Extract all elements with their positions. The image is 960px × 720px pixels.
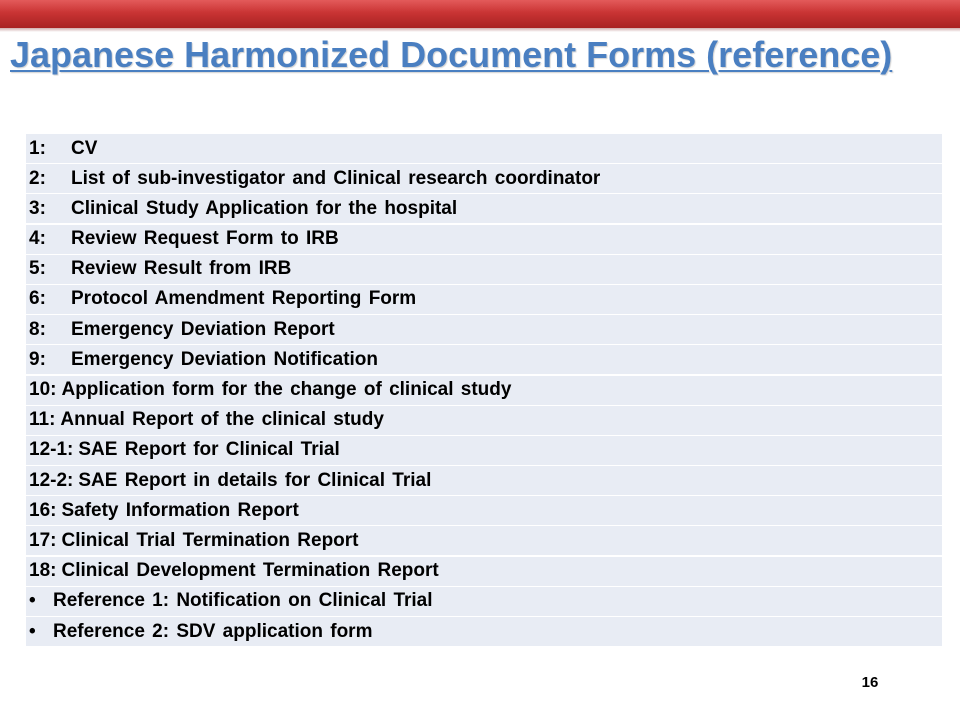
- form-number: 10:: [29, 379, 57, 400]
- list-item: [26, 376, 942, 405]
- reference-item: [26, 617, 942, 646]
- form-number: 1:: [29, 137, 46, 159]
- form-title: SAE Report for Clinical Trial: [78, 439, 340, 461]
- list-item: [26, 315, 942, 344]
- form-title: Review Request Form to IRB: [71, 228, 339, 250]
- list-item: [26, 406, 942, 435]
- slide-title: Japanese Harmonized Document Forms (reference): [10, 34, 893, 75]
- form-title: Safety Information Report: [61, 499, 299, 521]
- form-title: Review Result from IRB: [71, 258, 292, 280]
- form-title: Clinical Study Application for the hospital: [71, 197, 458, 219]
- form-number: 16:: [29, 499, 57, 521]
- bullet-icon: •: [29, 620, 36, 642]
- page-number: 16: [861, 674, 879, 691]
- form-number: 17:: [29, 529, 57, 551]
- form-number: 2:: [29, 167, 46, 189]
- header-accent-bar: [0, 0, 960, 28]
- list-item: [26, 194, 942, 223]
- form-title: Annual Report of the clinical study: [60, 409, 384, 431]
- list-item: [26, 436, 942, 465]
- list-item: [26, 496, 942, 525]
- form-title: Emergency Deviation Notification: [71, 348, 379, 370]
- form-number: 12-2:: [29, 469, 74, 491]
- form-title: CV: [71, 137, 98, 159]
- reference-title: Reference 1: Notification on Clinical Trial: [53, 590, 433, 612]
- form-number: 11:: [29, 409, 56, 431]
- form-title: Protocol Amendment Reporting Form: [71, 288, 417, 310]
- form-title: Clinical Development Termination Report: [61, 560, 439, 582]
- form-title: Clinical Trial Termination Report: [61, 529, 359, 551]
- form-number: 8:: [29, 318, 46, 340]
- list-item: [26, 285, 942, 314]
- form-number: 3:: [29, 197, 46, 219]
- list-item: [26, 345, 942, 374]
- form-number: 4:: [29, 228, 46, 250]
- form-title: SAE Report in details for Clinical Trial: [78, 469, 432, 491]
- form-number: 18:: [29, 560, 57, 582]
- reference-item: [26, 587, 942, 616]
- form-number: 6:: [29, 288, 46, 310]
- list-item: [26, 164, 942, 193]
- form-number: 9:: [29, 348, 46, 370]
- list-item: [26, 225, 942, 254]
- form-title: List of sub-investigator and Clinical research coordinator: [71, 167, 601, 189]
- form-title: Application form for the change of clinical study: [61, 379, 512, 400]
- reference-title: Reference 2: SDV application form: [53, 620, 373, 642]
- list-item: [26, 557, 942, 586]
- form-title: Emergency Deviation Report: [71, 318, 335, 340]
- form-number: 12-1:: [29, 439, 74, 461]
- list-item: [26, 526, 942, 555]
- list-item: [26, 134, 942, 163]
- forms-list: [26, 134, 942, 647]
- form-number: 5:: [29, 258, 46, 280]
- bullet-icon: •: [29, 590, 36, 612]
- list-item: [26, 255, 942, 284]
- list-item: [26, 466, 942, 495]
